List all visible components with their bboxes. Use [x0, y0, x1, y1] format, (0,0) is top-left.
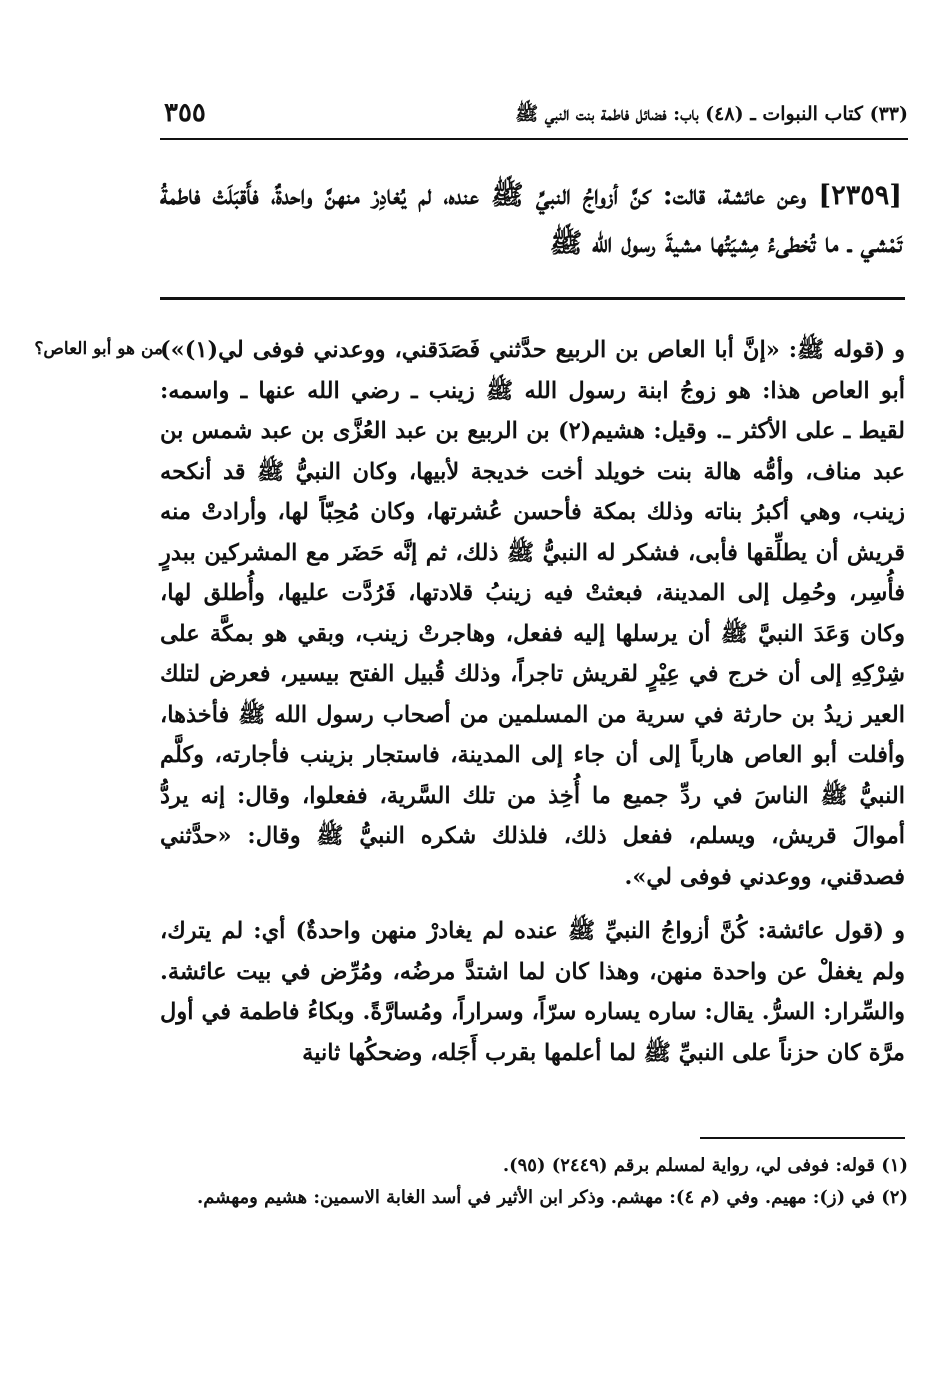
page-number: ٣٥٥ [164, 98, 206, 128]
running-title: (٣٣) كتاب النبوات ـ (٤٨) باب: فضائل فاطمة بنت النبي ﷺ [515, 103, 908, 125]
footnote-1: (١) قوله: فوفى لي، رواية لمسلم برقم (٢٤٤٩) (٩٥). [502, 1155, 908, 1176]
page-header [160, 98, 908, 138]
commentary-block [160, 330, 905, 1087]
hadith-text: وعن عائشة، قالت: كنَّ أزواجُ النبيِّ ﷺ عنده، لم يُغادِرْ منهنَّ واحدةٌ، فأَقبَلَتْ فاطمةُ تَمْشي ـ ما تُخطىءُ مِشيَتُها مشيةَ رسول الله ﷺ [160, 180, 902, 259]
footnote-2: (٢) في (ز): مهيم. وفي (م ٤): مهشم. وذكر ابن الأثير في أسد الغابة الاسمين: هشيم ومهشم. [196, 1187, 908, 1208]
margin-note: من هو أبو العاص؟ [34, 339, 163, 359]
footnote-rule [700, 1137, 905, 1139]
section-rule [160, 297, 905, 300]
header-rule [160, 138, 908, 140]
hadith-block [160, 172, 902, 268]
commentary-paragraph: و (قوله ﷺ: «إنَّ أبا العاص بن الربيع حدَّثني فَصَدَقني، ووعدني فوفى لي(١)») أبو العاص هذا: هو زوجُ ابنة رسول الله ﷺ زينب ـ رضي الله عنها ـ واسمه: لقيط ـ على الأكثر ـ. وقيل: هشيم(٢) بن الربيع بن عبد العُزَّى بن عبد شمس بن عبد مناف، وأمُّه هالة بنت خويلد أخت خديجة لأبيها، وكان النبيُّ ﷺ قد أنكحه زينب، وهي أكبرُ بناته وذلك بمكة فأحسن عُشرتها، وكان مُحِبّاً لها، وأرادتْ منه قريش أن يطلِّقها فأبى، فشكر له النبيُّ ﷺ ذلك، ثم إنَّه حَضَر مع المشركين ببدرٍ فأُسِر، وحُمِل إلى المدينة، فبعثتْ فيه زينبُ قلادتها، فَرُدَّت عليها، وأُطلق لها، وكان وَعَدَ النبيَّ ﷺ أن يرسلها إليه ففعل، وهاجرتْ زينب، وبقي هو بمكَّة على شِرْكِهِ إلى أن خرج في عِيْرٍ لقريش تاجراً، وذلك قُبيل الفتح بيسير، فعرض لتلك العير زيدُ بن حارثة في سرية من المسلمين من أصحاب رسول الله ﷺ فأخذها، وأفلت أبو العاص هارباً إلى أن جاء إلى المدينة، فاستجار بزينب فأجارته، وكلَّم النبيُّ ﷺ الناسَ في ردِّ جميع ما أُخِذ من تلك السَّرية، ففعلوا، وقال: إنه يردُّ أموالَ قريش، ويسلم، ففعل ذلك، فلذلك شكره النبيُّ ﷺ وقال: «حدَّثني فصدقني، ووعدني فوفى لي». [160, 337, 905, 890]
hadith-paragraph [160, 172, 902, 268]
commentary-paragraph: و (قول عائشة: كُنَّ أزواجُ النبيِّ ﷺ عنده لم يغادرْ منهن واحدةٌ) أي: لم يترك، ولم يغفلْ عن واحدة منهن، وهذا كان لما اشتدَّ مرضُه، ومُرِّض في بيت عائشة. والسِّرار: السرُّ. يقال: ساره يساره سرّاً، وسراراً، ومُسارَّةً. وبكاءُ فاطمة في أول مرَّة كان حزناً على النبيِّ ﷺ لما أعلمها بقرب أَجَله، وضحكُها ثانية [160, 918, 905, 1066]
footnotes [160, 1150, 908, 1214]
hadith-number: [٢٣٥٩] [818, 180, 902, 211]
